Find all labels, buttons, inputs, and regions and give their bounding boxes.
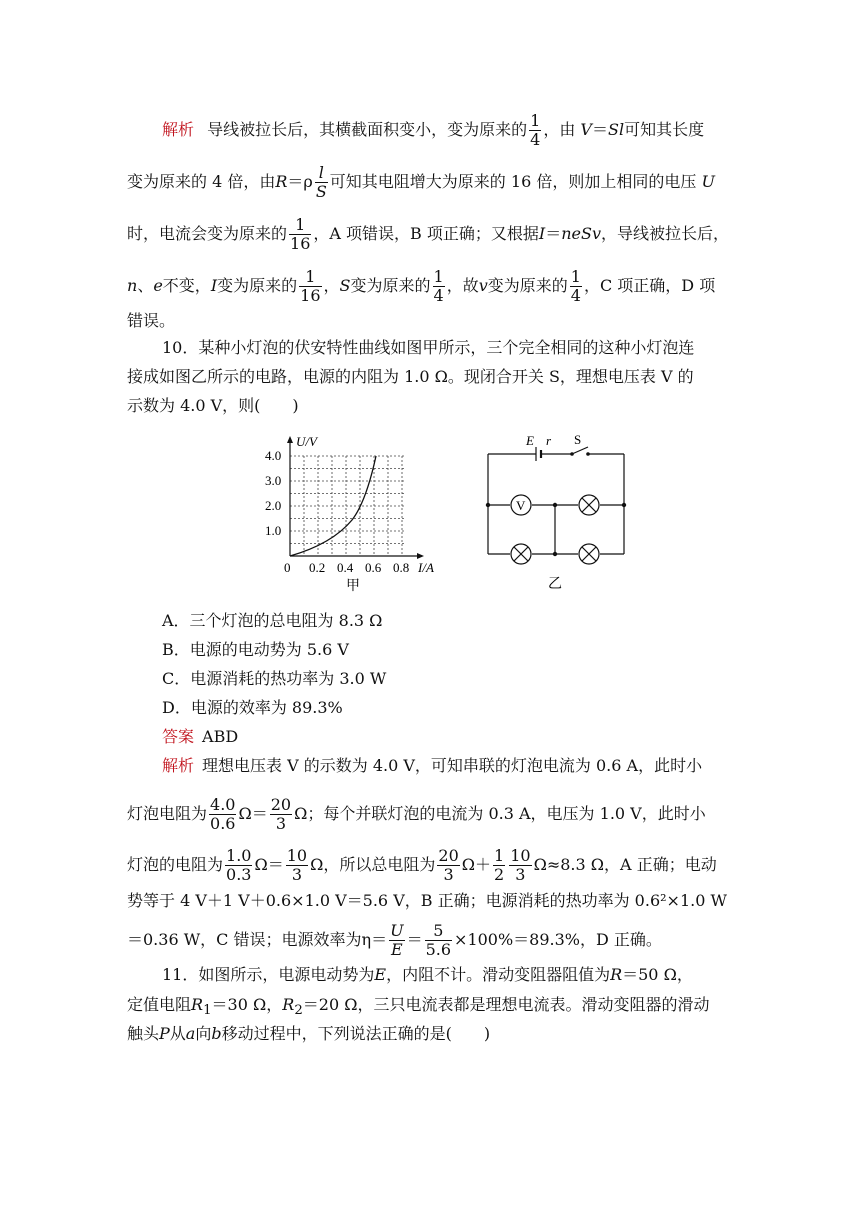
switch-label: S	[574, 432, 582, 447]
q10-analysis-line-5: ＝0.36 W，C 错误；电源效率为η＝ $\frac{U}{E}$ ＝ $\frac{5}{5.6}$ ×100%＝89.3%，D 正确。	[127, 921, 662, 959]
fraction: $\frac{1.0}{0.3}$	[226, 846, 252, 884]
graph-caption: 甲	[346, 579, 360, 594]
fraction: $\frac{1}{16}$	[300, 267, 321, 305]
fraction: $\frac{U}{E}$	[390, 921, 404, 959]
fraction: $\frac{4.0}{0.6}$	[210, 795, 236, 833]
iv-graph	[262, 432, 432, 597]
x-tick: 0	[284, 560, 291, 575]
q10-analysis-line-3: 灯泡的电阻为 $\frac{1.0}{0.3}$ Ω＝ $\frac{10}{3}$ Ω，所以总电阻为 $\frac{20}{3}$ Ω＋ $\frac{1}{2}$ $\frac{10}{3}$ Ω≈8.3 Ω，A 正确；电动	[127, 846, 717, 884]
x-tick: 0.2	[309, 560, 326, 575]
q9-analysis-line-1: 解析 导线被拉长后，其横截面积变小，变为原来的 $\frac{1}{4}$ ，由 V＝Sl可知其长度	[162, 111, 705, 149]
x-axis-label: I/A	[418, 560, 434, 575]
q10-stem-line-1: 10．某种小灯泡的伏安特性曲线如图甲所示，三个完全相同的这种小灯泡连	[162, 338, 695, 357]
fraction: $\frac{5}{5.6}$	[425, 921, 452, 959]
x-tick: 0.4	[337, 560, 354, 575]
internal-resistance-label: r	[546, 433, 552, 448]
y-tick: 1.0	[265, 523, 282, 538]
answer-value: ABD	[202, 727, 239, 746]
q9-analysis-line-3: 时，电流会变为原来的 $\frac{1}{16}$ ，A 项错误，B 项正确；又根据I＝neSv，导线被拉长后，	[127, 215, 730, 253]
analysis-label: 解析	[162, 756, 195, 775]
fraction: $\frac{1}{16}$	[290, 215, 311, 253]
option-c: C．电源消耗的热功率为 3.0 W	[162, 669, 387, 688]
fraction: $\frac{1}{4}$	[433, 267, 444, 305]
answer-line	[162, 726, 238, 748]
y-tick: 3.0	[265, 473, 282, 488]
y-tick: 4.0	[265, 448, 282, 463]
fraction: $\frac{1}{2}$	[494, 846, 505, 884]
fraction: $\frac{1}{4}$	[570, 267, 581, 305]
option-d: D．电源的效率为 89.3%	[162, 698, 343, 717]
answer-label: 答案	[162, 727, 195, 746]
fraction: $\frac{1}{4}$	[530, 111, 541, 149]
q9-analysis-line-2: 变为原来的 4 倍，由R＝ρ $\frac{l}{S}$ 可知其电阻增大为原来的 16 倍，则加上相同的电压 U	[127, 163, 715, 201]
q10-stem-line-2: 接成如图乙所示的电路，电源的内阻为 1.0 Ω。现闭合开关 S，理想电压表 V 的	[127, 367, 694, 386]
q11-stem-line-2: 定值电阻$R_1=30$ Ω，$R_2=20$ Ω，三只电流表都是理想电流表。滑动变阻器的滑动	[127, 995, 710, 1019]
fraction: $\frac{10}{3}$	[510, 846, 531, 884]
option-a: A．三个灯泡的总电阻为 8.3 Ω	[162, 611, 383, 630]
y-tick: 2.0	[265, 498, 282, 513]
voltmeter-label: V	[516, 498, 526, 513]
circuit-caption: 乙	[548, 577, 562, 592]
q10-analysis-line-4: 势等于 4 V＋1 V＋0.6×1.0 V＝5.6 V，B 正确；电源消耗的热功率为 0.6²×1.0 W	[127, 891, 727, 910]
x-tick: 0.6	[365, 560, 382, 575]
q11-stem-line-3: 触头P从a向b移动过程中，下列说法正确的是( )	[127, 1024, 491, 1043]
x-tick: 0.8	[393, 560, 410, 575]
q9-analysis-line-4: n、e不变，I变为原来的 $\frac{1}{16}$ ，S变为原来的 $\frac{1}{4}$ ，故v变为原来的 $\frac{1}{4}$ ，C 项正确，D 项	[127, 267, 716, 305]
q11-stem-line-1: 11．如图所示，电源电动势为E，内阻不计。滑动变阻器阻值为R＝50 Ω，	[162, 965, 693, 984]
fraction: $\frac{20}{3}$	[438, 846, 459, 884]
q10-analysis-line-2: 灯泡电阻为 $\frac{4.0}{0.6}$ Ω＝ $\frac{20}{3}$ Ω；每个并联灯泡的电流为 0.3 A，电压为 1.0 V，此时小	[127, 795, 706, 833]
analysis-label: 解析	[162, 120, 195, 139]
emf-label: E	[526, 433, 534, 448]
y-axis-label: U/V	[296, 434, 317, 449]
option-b: B．电源的电动势为 5.6 V	[162, 640, 349, 659]
q9-analysis-line-5: 错误。	[127, 311, 176, 330]
fraction: $\frac{l}{S}$	[315, 163, 327, 201]
fraction: $\frac{20}{3}$	[270, 795, 292, 833]
circuit-diagram	[480, 432, 640, 592]
q10-stem-line-3: 示数为 4.0 V，则( )	[127, 396, 299, 415]
fraction: $\frac{10}{3}$	[286, 846, 308, 884]
q10-analysis-line-1: 解析 理想电压表 V 的示数为 4.0 V，可知串联的灯泡电流为 0.6 A，此时小	[162, 756, 703, 775]
